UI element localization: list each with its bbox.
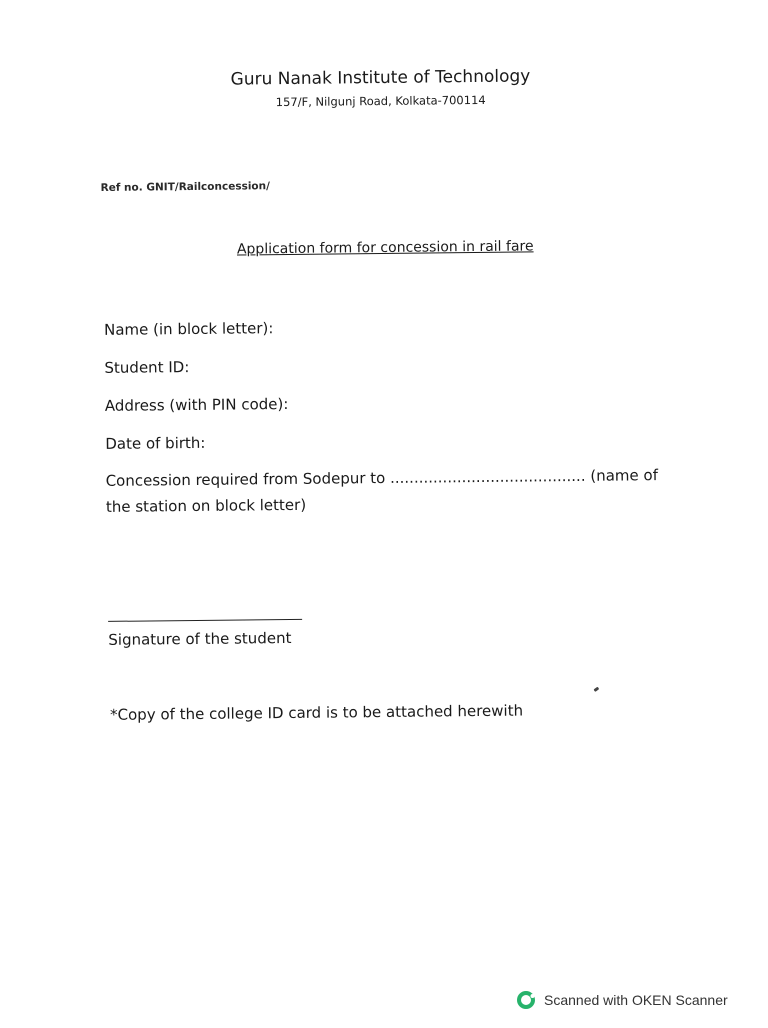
dob-field-label: Date of birth:	[105, 433, 206, 453]
scanner-text: Scanned with OKEN Scanner	[544, 992, 728, 1008]
signature-line	[108, 619, 302, 622]
attachment-note: *Copy of the college ID card is to be attached herewith	[110, 701, 524, 724]
student-id-field-label: Student ID:	[104, 358, 190, 377]
scanner-logo-icon	[516, 990, 536, 1010]
institute-address: 157/F, Nilgunj Road, Kolkata-700114	[275, 92, 486, 110]
concession-field-label: Concession required from Sodepur to ......................................... (name of the station on block letter)	[105, 466, 659, 516]
name-field-label: Name (in block letter):	[103, 319, 274, 339]
signature-label: Signature of the student	[108, 628, 292, 649]
reference-number: Ref no. GNIT/Railconcession/	[100, 180, 270, 194]
institute-name: Guru Nanak Institute of Technology	[230, 66, 531, 90]
scanner-watermark	[516, 990, 728, 1010]
address-field-label: Address (with PIN code):	[104, 394, 289, 415]
scan-speck	[593, 687, 599, 692]
form-title: Application form for concession in rail fare	[236, 238, 534, 258]
